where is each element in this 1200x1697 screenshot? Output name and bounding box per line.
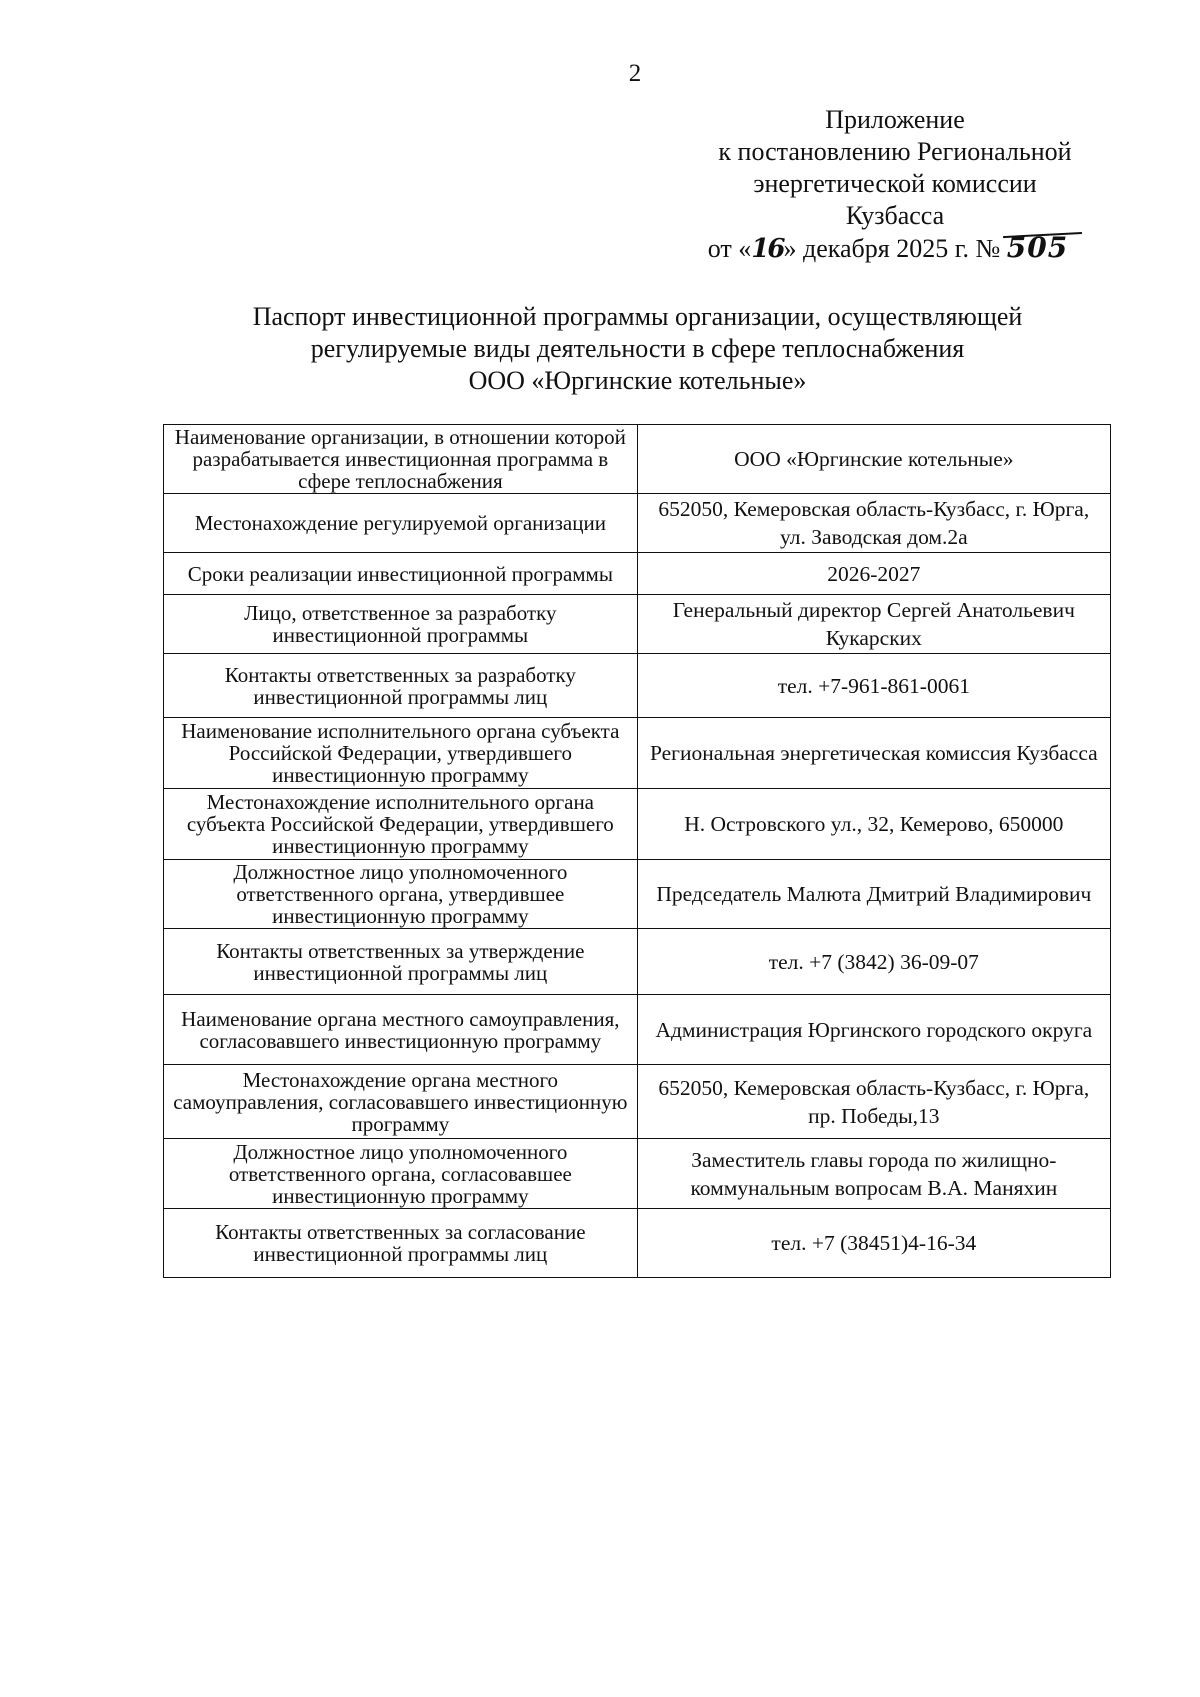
row-label: Наименование организации, в отношении которой разрабатывается инвестиционная программа в сфере теплоснабжения xyxy=(164,425,638,494)
table-row xyxy=(164,1065,1111,1139)
table-row xyxy=(164,494,1111,553)
row-value: тел. +7-961-861-0061 xyxy=(637,654,1110,718)
table-row xyxy=(164,789,1111,860)
page-number: 2 xyxy=(628,60,642,87)
table-row xyxy=(164,1209,1111,1278)
row-value: 2026-2027 xyxy=(637,553,1110,595)
row-value: ООО «Юргинские котельные» xyxy=(637,425,1110,494)
date-prefix: от « xyxy=(707,234,752,263)
row-value: Н. Островского ул., 32, Кемерово, 650000 xyxy=(637,789,1110,860)
table-row xyxy=(164,1139,1111,1209)
row-value: Администрация Юргинского городского округа xyxy=(637,995,1110,1065)
title-line: ООО «Юргинские котельные» xyxy=(468,366,807,395)
row-label: Лицо, ответственное за разработку инвестиционной программы xyxy=(164,595,638,654)
row-label: Наименование исполнительного органа субъекта Российской Федерации, утвердившего инвестиционную программу xyxy=(164,718,638,789)
row-label: Контакты ответственных за согласование инвестиционной программы лиц xyxy=(164,1209,638,1278)
row-label: Местонахождение регулируемой организации xyxy=(164,494,638,553)
table-row xyxy=(164,553,1111,595)
table-row xyxy=(164,860,1111,929)
table-row xyxy=(164,425,1111,494)
row-label: Сроки реализации инвестиционной программы xyxy=(164,553,638,595)
table-row xyxy=(164,718,1111,789)
row-label: Местонахождение органа местного самоуправления, согласовавшего инвестиционную программу xyxy=(164,1065,638,1139)
row-label: Должностное лицо уполномоченного ответственного органа, утвердившее инвестиционную программу xyxy=(164,860,638,929)
row-value: тел. +7 (3842) 36-09-07 xyxy=(637,929,1110,995)
appendix-line: к постановлению Региональной xyxy=(718,137,1072,166)
appendix-line: Кузбасса xyxy=(845,201,945,230)
table-row xyxy=(164,595,1111,654)
row-label: Местонахождение исполнительного органа субъекта Российской Федерации, утвердившего инвестиционную программу xyxy=(164,789,638,860)
handwritten-resolution-number: 505 xyxy=(1007,232,1082,264)
row-value: Региональная энергетическая комиссия Кузбасса xyxy=(637,718,1110,789)
row-label: Должностное лицо уполномоченного ответственного органа, согласовавшее инвестиционную программу xyxy=(164,1139,638,1209)
row-value: Заместитель главы города по жилищно-коммунальным вопросам В.А. Маняхин xyxy=(637,1139,1110,1209)
date-middle: » декабря 2025 г. № xyxy=(783,234,1001,263)
row-label: Контакты ответственных за утверждение инвестиционной программы лиц xyxy=(164,929,638,995)
title-line: регулируемые виды деятельности в сфере теплоснабжения xyxy=(310,334,965,363)
row-value: 652050, Кемеровская область-Кузбасс, г. Юрга, ул. Заводская дом.2а xyxy=(637,494,1110,553)
handwritten-day: 16 xyxy=(751,234,784,264)
row-value: Председатель Малюта Дмитрий Владимирович xyxy=(637,860,1110,929)
appendix-line: Приложение xyxy=(825,105,965,134)
passport-table xyxy=(163,424,1111,1278)
row-value: 652050, Кемеровская область-Кузбасс, г. Юрга, пр. Победы,13 xyxy=(637,1065,1110,1139)
table-row xyxy=(164,929,1111,995)
title-line: Паспорт инвестиционной программы организации, осуществляющей xyxy=(252,302,1023,331)
appendix-line: энергетической комиссии xyxy=(753,169,1037,198)
table-row xyxy=(164,654,1111,718)
row-label: Наименование органа местного самоуправления, согласовавшего инвестиционную программу xyxy=(164,995,638,1065)
table-row xyxy=(164,995,1111,1065)
document-title xyxy=(150,301,1125,397)
resolution-date-line xyxy=(655,232,1135,265)
row-label: Контакты ответственных за разработку инвестиционной программы лиц xyxy=(164,654,638,718)
row-value: тел. +7 (38451)4-16-34 xyxy=(637,1209,1110,1278)
appendix-header xyxy=(655,104,1135,265)
row-value: Генеральный директор Сергей Анатольевич Кукарских xyxy=(637,595,1110,654)
